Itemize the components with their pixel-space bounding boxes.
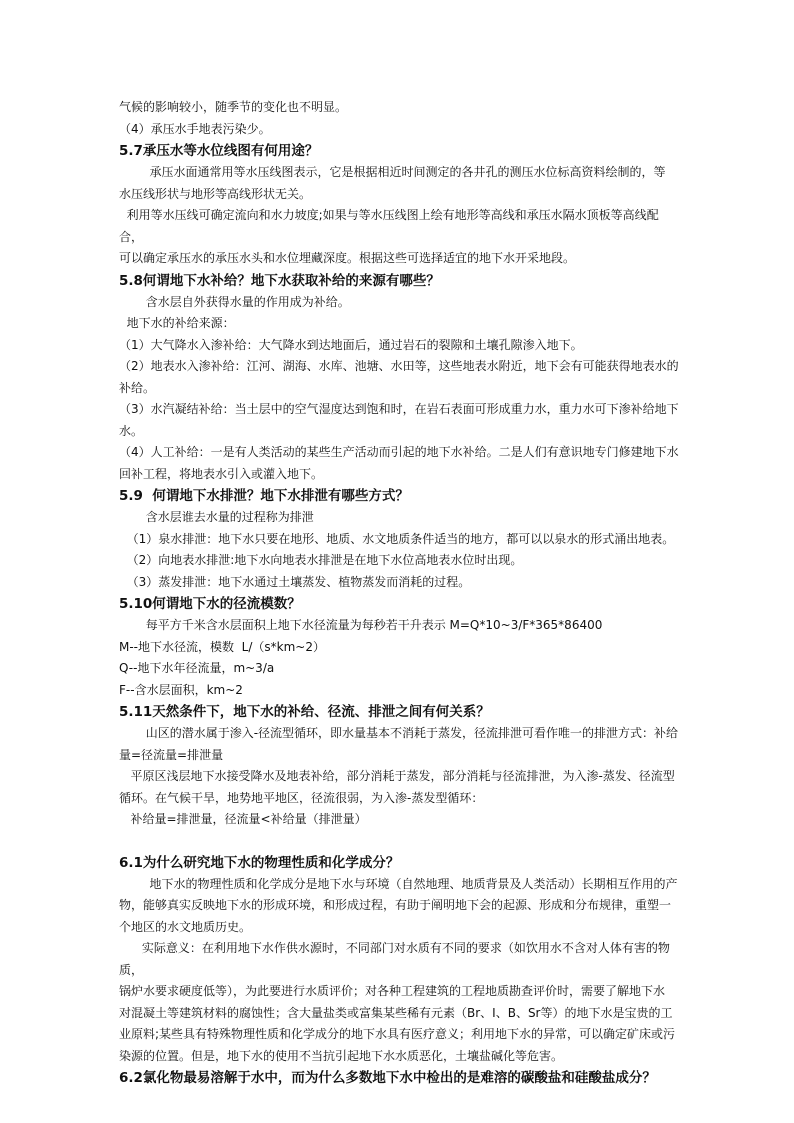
blank-line xyxy=(119,831,679,852)
paragraph: （4）人工补给：一是有人类活动的某些生产活动而引起的地下水补给。二是人们有意识地专门修建地下水 xyxy=(119,445,679,459)
paragraph: 平原区浅层地下水接受降水及地表补给，部分消耗于蒸发，部分消耗与径流排泄，为入渗-蒸发、径流型 xyxy=(119,769,675,783)
paragraph: 量=径流量=排泄量 xyxy=(119,747,224,762)
paragraph: （3）水汽凝结补给：当土层中的空气湿度达到饱和时，在岩石表面可形成重力水，重力水可下渗补给地下 xyxy=(119,402,679,416)
paragraph: 锅炉水要求硬度低等），为此要进行水质评价；对各种工程建筑的工程地质勘查评价时，需要了解地下水 xyxy=(119,984,666,998)
paragraph: 地下水的补给来源： xyxy=(119,316,235,330)
paragraph: 地下水的物理性质和化学成分是地下水与环境（自然地理、地质背景及人类活动）长期相互作用的产 xyxy=(119,876,678,891)
paragraph: 补给。 xyxy=(119,380,156,395)
heading-5-11: 5.11天然条件下，地下水的补给、径流、排泄之间有何关系？ xyxy=(119,704,490,720)
heading-5-9: 5.9 何谓地下水排泄？地下水排泄有哪些方式？ xyxy=(119,488,409,504)
paragraph: 含水层自外获得水量的作用成为补给。 xyxy=(119,294,350,309)
paragraph: （4）承压水手地表污染少。 xyxy=(119,121,271,136)
heading-5-10: 5.10何谓地下水的径流模数？ xyxy=(119,596,301,612)
paragraph: （2）向地表水排泄:地下水向地表水排泄是在地下水位高地表水位时出现。 xyxy=(119,553,523,567)
paragraph: 业原料;某些具有特殊物理性质和化学成分的地下水具有医疗意义；利用地下水的异常，可以确定矿床或污 xyxy=(119,1027,676,1041)
paragraph: 对混凝土等建筑材料的腐蚀性；含大量盐类或富集某些稀有元素（Br、I、B、Sr等）的地下水是宝贵的工 xyxy=(119,1005,673,1020)
paragraph: 可以确定承压水的承压水头和水位埋藏深度。根据这些可选择适宜的地下水开采地段。 xyxy=(119,251,576,265)
paragraph: Q--地下水年径流量，m~3/a xyxy=(119,661,275,675)
paragraph: F--含水层面积，km~2 xyxy=(119,682,243,697)
heading-6-2: 6.2氯化物最易溶解于水中，而为什么多数地下水中检出的是难溶的碳酸盐和硅酸盐成分？ xyxy=(119,1070,656,1086)
paragraph: （2）地表水入渗补给：江河、湖海、水库、池塘、水田等，这些地表水附近，地下会有可能获得地表水的 xyxy=(119,359,679,373)
paragraph: 实际意义：在利用地下水作供水源时，不同部门对水质有不同的要求（如饮用水不含对人体有害的物质， xyxy=(119,941,670,977)
paragraph: 染源的位置。但是，地下水的使用不当抗引起地下水水质恶化，土壤盐碱化等危害。 xyxy=(119,1048,564,1063)
paragraph: （1）泉水排泄：地下水只要在地形、地质、水文地质条件适当的地方，都可以以泉水的形式涌出地表。 xyxy=(119,531,675,546)
paragraph: 每平方千米含水层面积上地下水径流量为每秒若干升表示 M=Q*10~3/F*365*86400 xyxy=(119,618,603,632)
heading-6-1: 6.1为什么研究地下水的物理性质和化学成分？ xyxy=(119,854,400,871)
paragraph: 承压水面通常用等水压线图表示，它是根据相近时间测定的各井孔的测压水位标高资料绘制的，等 xyxy=(119,165,666,179)
heading-5-8: 5.8何谓地下水补给？地下水获取补给的来源有哪些？ xyxy=(119,272,440,289)
paragraph: 水。 xyxy=(119,423,144,438)
document-body xyxy=(119,97,679,1089)
paragraph: M--地下水径流，模数 L/（s*km~2） xyxy=(119,639,325,654)
paragraph: 含水层谁去水量的过程称为排泄 xyxy=(119,510,314,524)
paragraph: 水压线形状与地形等高线形状无关。 xyxy=(119,186,312,201)
paragraph: 物，能够真实反映地下水的形成环境，和形成过程，有助于阐明地下会的起源、形成和分布规律，重塑一 xyxy=(119,898,672,912)
paragraph: 个地区的水文地质历史。 xyxy=(119,919,252,934)
paragraph: 利用等水压线可确定流向和水力坡度;如果与等水压线图上绘有地形等高线和承压水隔水顶板等高线配合， xyxy=(119,208,659,244)
paragraph: 循环。在气候干旱，地势地平地区，径流很弱，为入渗-蒸发型循环： xyxy=(119,790,484,805)
paragraph: （3）蒸发排泄：地下水通过土壤蒸发、植物蒸发而消耗的过程。 xyxy=(119,574,471,589)
paragraph: 气候的影响较小，随季节的变化也不明显。 xyxy=(119,100,348,114)
paragraph: 回补工程，将地表水引入或灌入地下。 xyxy=(119,466,324,481)
paragraph: 山区的潜水属于渗入-径流型循环，即水量基本不消耗于蒸发，径流排泄可看作唯一的排泄方式：补给 xyxy=(119,726,679,740)
heading-5-7: 5.7承压水等水位线图有何用途？ xyxy=(119,143,319,159)
paragraph: 补给量=排泄量，径流量<补给量（排泄量） xyxy=(119,812,367,826)
paragraph: （1）大气降水入渗补给：大气降水到达地面后，通过岩石的裂隙和土壤孔隙渗入地下。 xyxy=(119,337,583,352)
